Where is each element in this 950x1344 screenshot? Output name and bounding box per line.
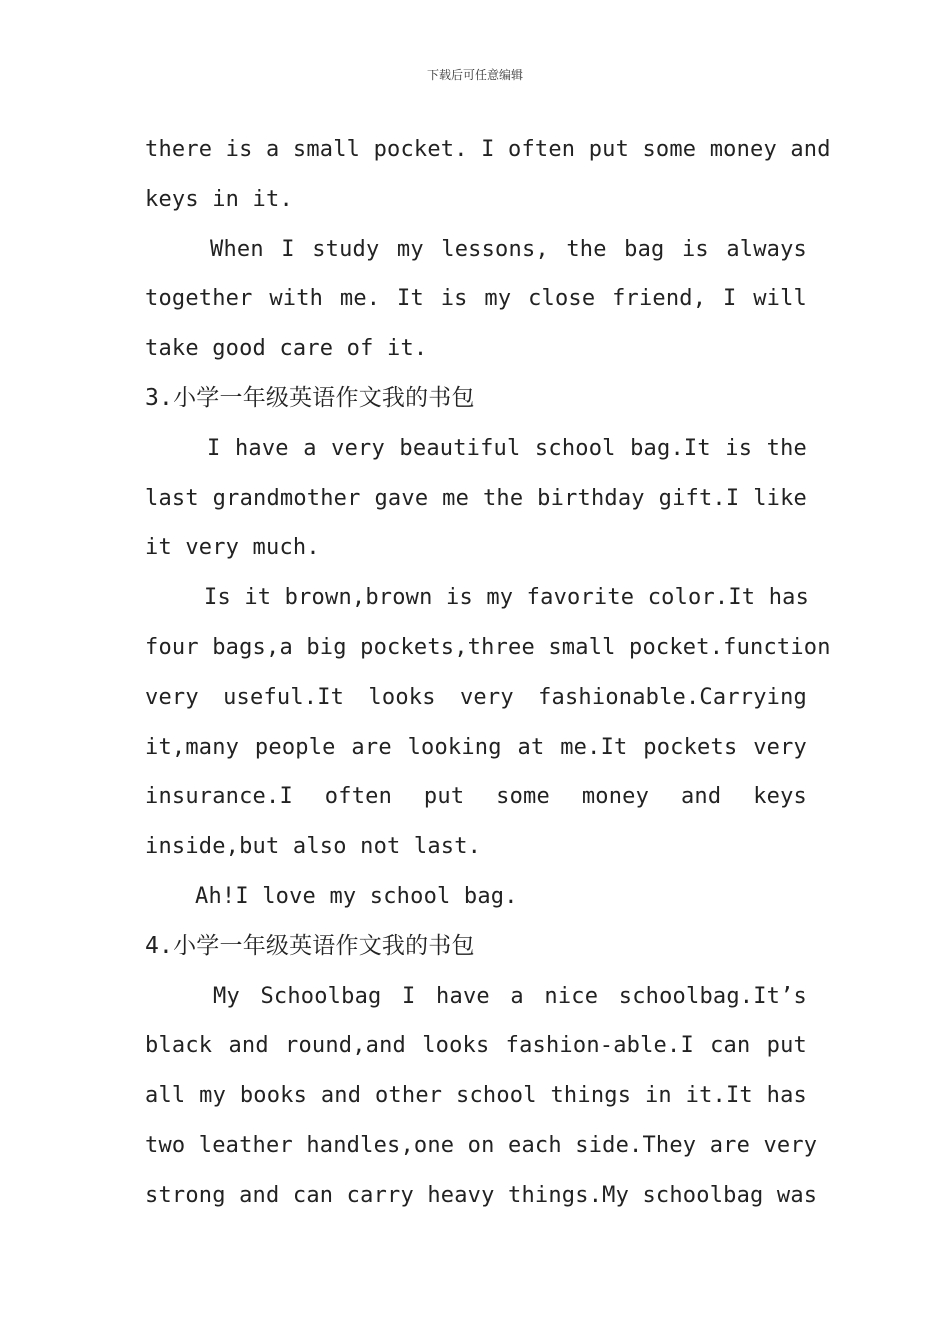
text-line: two leather handles,one on each side.They are very [145, 1132, 818, 1158]
text-line: take good care of it. [145, 336, 428, 362]
text-line: four bags,a big pockets,three small pocket.function [145, 634, 831, 660]
text-line: last grandmother gave me the birthday gift.I like [145, 485, 807, 511]
text-line: it,many people are looking at me.It pockets very [145, 734, 807, 760]
text-line: keys in it. [145, 186, 293, 212]
text-line: together with me. It is my close friend, I will [145, 286, 807, 312]
text-line: there is a small pocket. I often put some money and [145, 137, 831, 162]
document-body [145, 125, 831, 1221]
text-line: When I study my lessons, the bag is always [210, 236, 807, 262]
page-header: 下载后可任意编辑 [426, 68, 523, 82]
section-heading: 3.小学一年级英语作文我的书包 [145, 384, 475, 411]
text-line: it very much. [145, 535, 320, 561]
text-line: Is it brown,brown is my favorite color.It has [204, 585, 810, 611]
text-line: inside,but also not last. [145, 834, 482, 860]
text-line: I have a very beautiful school bag.It is the [207, 435, 807, 461]
text-line: very useful.It looks very fashionable.Carrying [145, 684, 807, 710]
text-line: My Schoolbag I have a nice schoolbag.It’s [213, 983, 807, 1009]
text-line: all my books and other school things in it.It has [145, 1083, 807, 1109]
text-line: insurance.I often put some money and keys [145, 784, 807, 810]
section-heading: 4.小学一年级英语作文我的书包 [145, 932, 475, 959]
text-line: Ah!I love my school bag. [195, 883, 518, 909]
text-line: strong and can carry heavy things.My schoolbag was [145, 1182, 818, 1208]
text-line: black and round,and looks fashion-able.I can put [145, 1033, 807, 1059]
